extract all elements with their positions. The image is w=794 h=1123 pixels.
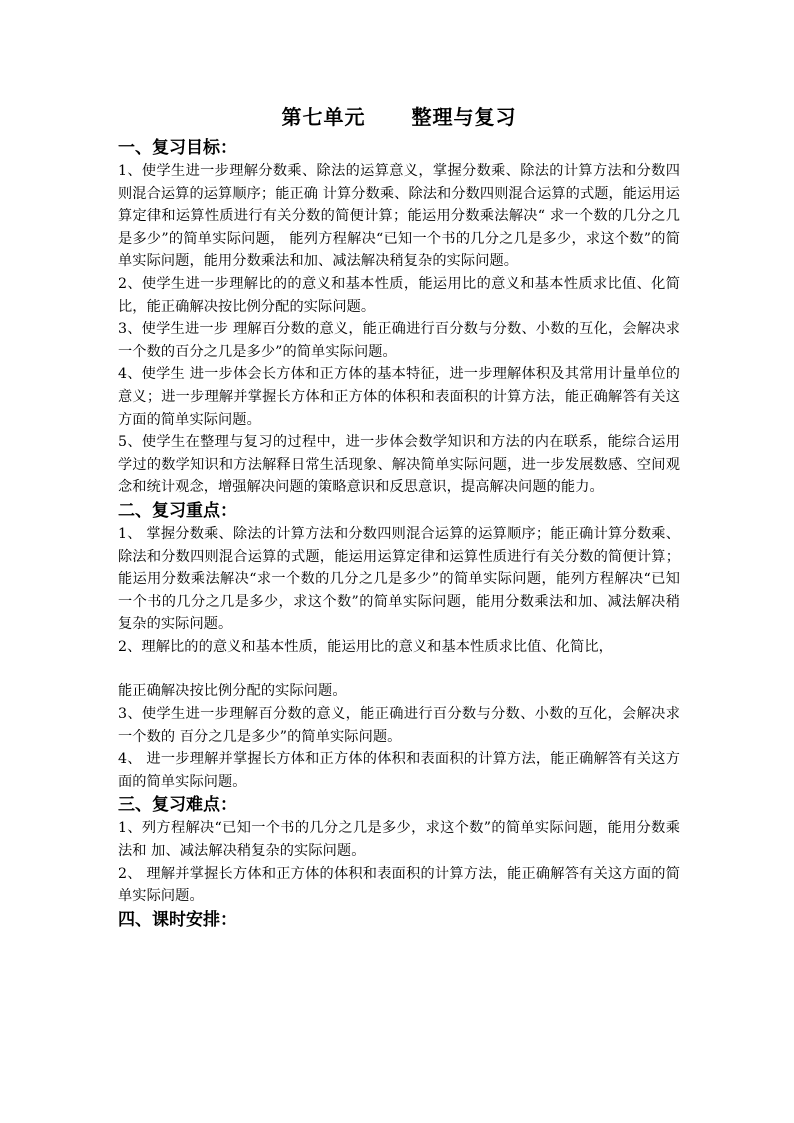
goal-paragraph-5: 5、使学生在整理与复习的过程中，进一步体会数学知识和方法的内在联系，能综合运用学过的数学知识和方法解释日常生活现象、解决简单实际问题，进一步发展数感、空间观念和统计观念，增强解决问题的策略意识和反思意识，提高解决问题的能力。 — [118, 434, 680, 496]
key-point-paragraph-2a: 2、理解比的的意义和基本性质，能运用比的意义和基本性质求比值、化简比， — [118, 638, 613, 655]
page-title — [118, 100, 680, 134]
section-heading-goals: 一、复习目标： — [118, 138, 237, 158]
key-point-paragraph-2b: 能正确解决按比例分配的实际问题。 — [118, 683, 347, 700]
key-point-paragraph-4: 4、 进一步理解并掌握长方体和正方体的体积和表面积的计算方法，能正确解答有关这方面的简单实际问题。 — [118, 751, 680, 790]
section-heading-difficulties: 三、复习难点： — [118, 795, 237, 816]
difficulty-paragraph-1: 1、列方程解决“已知一个书的几分之几是多少，求这个数”的简单实际问题，能用分数乘法和 加、减法解决稍复杂的实际问题。 — [118, 820, 680, 860]
goal-paragraph-1: 1、使学生进一步理解分数乘、除法的运算意义，掌握分数乘、除法的计算方法和分数四则混合运算的运算顺序；能正确 计算分数乘、除法和分数四则混合运算的式题，能运用运算定律和运算性质进行有关分数的简便计算；能运用分数乘法解决“ 求一个数的几分之几是多少”的简单实际问题， 能列方程解决“已知一个书的几分之几是多少，求这个数”的简单实际问题，能用分数乘法和加、减法解决稍复杂的实际问题。 — [118, 163, 680, 270]
title-unit: 第七单元 — [281, 105, 366, 129]
key-point-paragraph-1: 1、 掌握分数乘、除法的计算方法和分数四则混合运算的运算顺序；能正确计算分数乘、除法和分数四则混合运算的式题，能运用运算定律和运算性质进行有关分数的简便计算；能运用分数乘法解决“求一个数的几分之几是多少”的简单实际问题，能列方程解决“已知一个书的几分之几是多少，求这个数”的简单实际问题，能用分数乘法和加、减法解决稍复杂的实际问题。 — [118, 525, 680, 633]
goal-paragraph-3: 3、使学生进一步 理解百分数的意义，能正确进行百分数与分数、小数的互化，会解决求一个数的百分之几是多少”的简单实际问题。 — [118, 321, 680, 360]
document-page — [118, 100, 680, 932]
section-heading-key-points: 二、复习重点： — [118, 500, 237, 521]
title-topic: 整理与复习 — [411, 105, 517, 129]
blank-line — [118, 658, 680, 680]
difficulty-paragraph-2: 2、 理解并掌握长方体和正方体的体积和表面积的计算方法，能正确解答有关这方面的简单实际问题。 — [118, 865, 680, 905]
goal-paragraph-2: 2、使学生进一步理解比的的意义和基本性质，能运用比的意义和基本性质求比值、化简比，能正确解决按比例分配的实际问题。 — [118, 275, 680, 315]
key-point-paragraph-3: 3、使学生进一步理解百分数的意义，能正确进行百分数与分数、小数的互化，会解决求一个数的 百分之几是多少”的简单实际问题。 — [118, 706, 680, 745]
section-heading-schedule: 四、课时安排： — [118, 909, 237, 930]
goal-paragraph-4: 4、使学生 进一步体会长方体和正方体的基本特征，进一步理解体积及其常用计量单位的意义；进一步理解并掌握长方体和正方体的体积和表面积的计算方法，能正确解答有关这方面的简单实际问题。 — [118, 366, 680, 428]
